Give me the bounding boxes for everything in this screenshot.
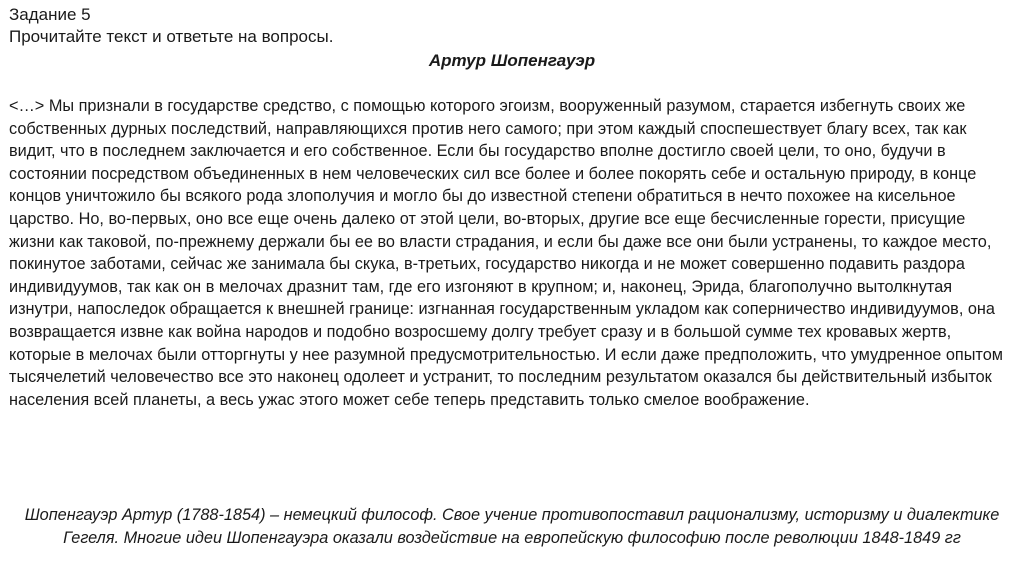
task-instruction: Прочитайте текст и ответьте на вопросы. — [9, 27, 334, 46]
author-heading: Артур Шопенгауэр — [428, 51, 596, 70]
author-footnote: Шопенгауэр Артур (1788-1854) – немецкий философ. Свое учение противопоставил рационализму, историзму и диалектике Гегеля. Многие идеи Шопенгауэра оказали воздействие на европейскую философию после революции 1848-1849 гг — [24, 506, 1000, 547]
main-text: <…> Мы признали в государстве средство, с помощью которого эгоизм, вооруженный разумом, старается избегнуть своих же собственных дурных последствий, направляющихся против него самого; при этом каждый споспешествует благу всех, так как видит, что в последнем заключается и его собственное. Если бы государство вполне достигло своей цели, то оно, будучи в состоянии посредством объединенных в нем человеческих сил все более и более покорять себе и остальную природу, в конце концов уничтожило бы всякого рода злополучия и могло бы до известной степени обратиться в нечто похожее на кисельное царство. Но, во-первых, оно все еще очень далеко от этой цели, во-вторых, другие все еще бесчисленные горести, присущие жизни как таковой, по-прежнему держали бы ее во власти страдания, и если бы даже все они были устранены, то каждое место, покинутое заботами, сейчас же занимала бы скука, в-третьих, государство никогда и не может совершенно подавить раздора индивидуумов, так как он в мелочах дразнит там, где его изгоняют в крупном; и, наконец, Эрида, благополучно вытолкнутая изнутри, напоследок обращается к внешней границе: изгнанная государственным укладом как соперничество индивидуумов, она возвращается извне как война народов и подобно возросшему долгу требует сразу и в большой сумме тех кровавых жертв, которые в мелочах были отторгнуты у нее разумной предусмотрительностью. И если даже предположить, что умудренное опытом тысячелетий человечество все это наконец одолеет и устранит, то последним результатом оказался бы действительный избыток населения всей планеты, а весь ужас этого может себе теперь представить только смелое воображение. — [9, 97, 1003, 409]
task-title: Задание 5 — [9, 5, 91, 24]
